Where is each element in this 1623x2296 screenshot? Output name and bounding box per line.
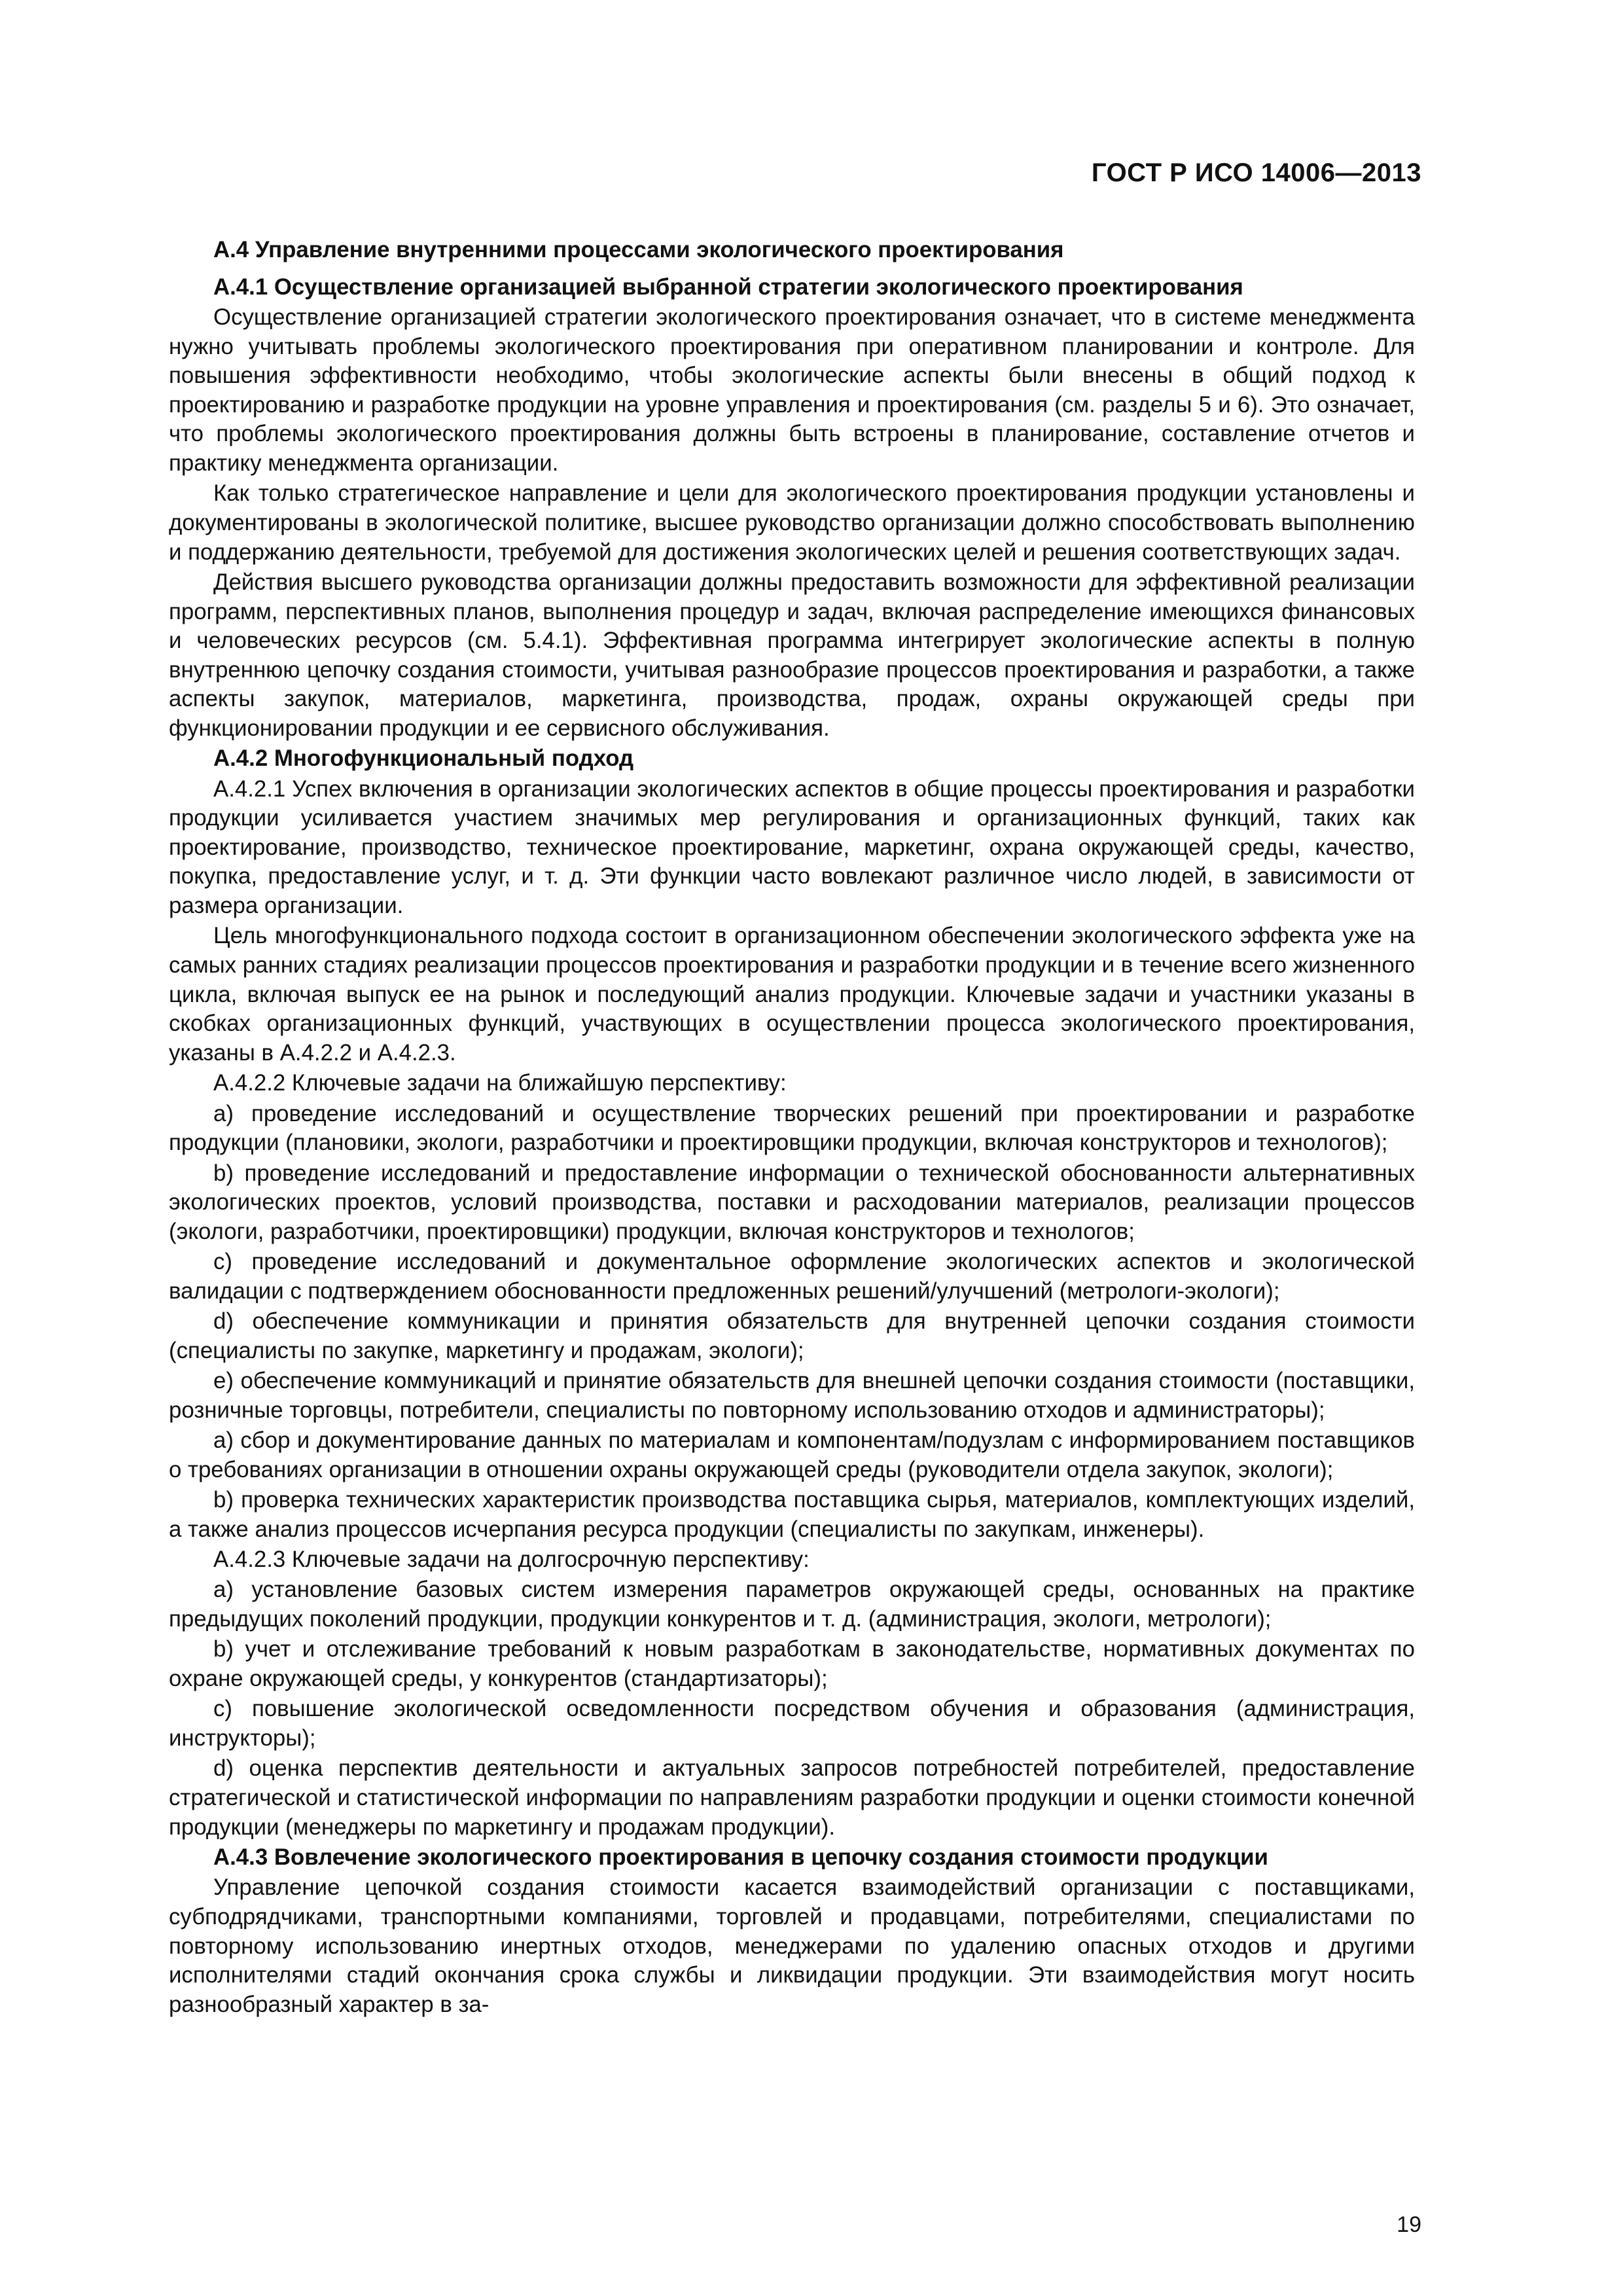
list-item: d) оценка перспектив деятельности и актуальных запросов потребностей потребителей, предоставление стратегической и статистической информации по направлениям разработки продукции и оценки стоимости конечной продукции (менеджеры по маркетингу и продажам продукции). <box>169 1755 1415 1840</box>
document-code-header: ГОСТ Р ИСО 14006—2013 <box>1091 158 1421 187</box>
list-item: b) проведение исследований и предоставление информации о технической обоснованности альтернативных экологических проектов, условий производства, поставки и расходовании материалов, реализации процессов (экологи, разработчики, проектировщики) продукции, включая конструкторов и технологов; <box>169 1160 1415 1244</box>
page-number: 19 <box>1397 2212 1421 2237</box>
list-item: а) установление базовых систем измерения параметров окружающей среды, основанных на практике предыдущих поколений продукции, продукции конкурентов и т. д. (администрация, экологи, метрологи); <box>169 1577 1415 1632</box>
clause-intro-a423: А.4.2.3 Ключевые задачи на долгосрочную перспективу: <box>213 1547 810 1573</box>
list-item: b) учет и отслеживание требований к новым разработкам в законодательстве, нормативных документах по охране окружающей среды, у конкурентов (стандартизаторы); <box>169 1636 1415 1692</box>
subsection-heading-a42: А.4.2 Многофункциональный подход <box>213 745 634 772</box>
paragraph: Управление цепочкой создания стоимости касается взаимодействий организации с поставщиками, субподрядчиками, транспортными компаниями, торговлей и продавцами, потребителями, специалистами по повторному использованию инертных отходов, менеджерами по удалению опасных отходов и другими исполнителями стадий окончания срока службы и ликвидации продукции. Эти взаимодействия могут носить разнообразный характер в за- <box>169 1874 1415 2017</box>
list-item: b) проверка технических характеристик производства поставщика сырья, материалов, комплектующих изделий, а также анализ процессов исчерпания ресурса продукции (специалисты по закупкам, инженеры). <box>169 1487 1415 1542</box>
subsection-heading-a43: А.4.3 Вовлечение экологического проектирования в цепочку создания стоимости продукции <box>213 1844 1268 1870</box>
section-heading-a4: А.4 Управление внутренними процессами экологического проектирования <box>213 237 1064 262</box>
list-item: а) сбор и документирование данных по материалам и компонентам/подузлам с информированием поставщиков о требованиях организации в отношении охраны окружающей среды (руководители отдела закупок, экологи); <box>169 1427 1415 1482</box>
list-item: d) обеспечение коммуникации и принятия обязательств для внутренней цепочки создания стоимости (специалисты по закупке, маркетингу и продажам, экологи); <box>169 1308 1415 1363</box>
paragraph: Как только стратегическое направление и цели для экологического проектирования продукции установлены и документированы в экологической политике, высшее руководство организации должно способствовать выполнению и поддержанию деятельности, требуемой для достижения экологических целей и решения соответствующих задач. <box>169 480 1415 565</box>
clause-intro-a422: А.4.2.2 Ключевые задачи на ближайшую перспективу: <box>213 1070 787 1096</box>
list-item: е) обеспечение коммуникаций и принятие обязательств для внешней цепочки создания стоимости (поставщики, розничные торговцы, потребители, специалисты по повторному использованию отходов и администраторы); <box>169 1368 1415 1423</box>
subsection-heading-a41: А.4.1 Осуществление организацией выбранной стратегии экологического проектирования <box>213 274 1243 300</box>
list-item: с) повышение экологической осведомленности посредством обучения и образования (администрация, инструкторы); <box>169 1696 1415 1751</box>
list-item: с) проведение исследований и документальное оформление экологических аспектов и экологической валидации с подтверждением обоснованности предложенных решений/улучшений (метрологи-экологи); <box>169 1249 1415 1304</box>
list-item: а) проведение исследований и осуществление творческих решений при проектировании и разработке продукции (плановики, экологи, разработчики и проектировщики продукции, включая конструкторов и технологов); <box>169 1100 1415 1156</box>
paragraph: Действия высшего руководства организации должны предоставить возможности для эффективной реализации программ, перспективных планов, выполнения процедур и задач, включая распределение имеющихся финансовых и человеческих ресурсов (см. 5.4.1). Эффективная программа интегрирует экологические аспекты в полную внутреннюю цепочку создания стоимости, учитывая разнообразие процессов проектирования и разработки, а также аспекты закупок, материалов, маркетинга, производства, продаж, охраны окружающей среды при функционировании продукции и ее сервисного обслуживания. <box>169 569 1415 741</box>
document-body <box>169 236 1415 2020</box>
paragraph: А.4.2.1 Успех включения в организации экологических аспектов в общие процессы проектирования и разработки продукции усиливается участием значимых мер регулирования и организационных функций, таких как проектирование, производство, техническое проектирование, маркетинг, охрана окружающей среды, качество, покупка, предоставление услуг, и т. д. Эти функции часто вовлекают различное число людей, в зависимости от размера организации. <box>169 776 1415 919</box>
paragraph: Осуществление организацией стратегии экологического проектирования означает, что в системе менеджмента нужно учитывать проблемы экологического проектирования при оперативном планировании и контроле. Для повышения эффективности необходимо, чтобы экологические аспекты были внесены в общий подход к проектированию и разработке продукции на уровне управления и проектирования (см. разделы 5 и 6). Это означает, что проблемы экологического проектирования должны быть встроены в планирование, составление отчетов и практику менеджмента организации. <box>169 304 1415 476</box>
paragraph: Цель многофункционального подхода состоит в организационном обеспечении экологического эффекта уже на самых ранних стадиях реализации процессов проектирования и разработки продукции и в течение всего жизненного цикла, включая выпуск ее на рынок и последующий анализ продукции. Ключевые задачи и участники указаны в скобках организационных функций, участвующих в осуществлении процесса экологического проектирования, указаны в А.4.2.2 и А.4.2.3. <box>169 923 1415 1066</box>
